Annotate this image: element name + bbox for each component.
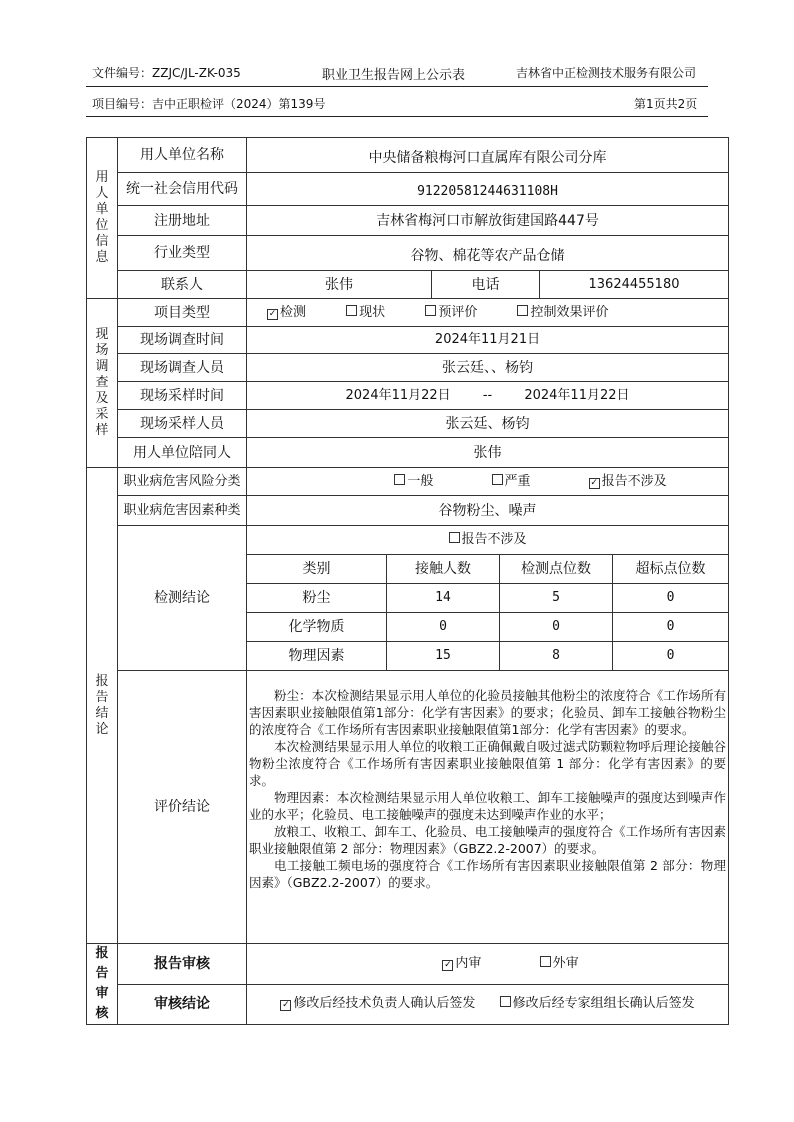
employer-name-label: 用人单位名称 [118, 138, 247, 173]
header-rule-top [86, 86, 708, 87]
phone-label: 电话 [432, 271, 540, 299]
eval-paragraph-physical: 物理因素：本次检测结果显示用人单位收粮工、卸车工接触噪声的强度达到噪声作业的水平；化验员、电工接触噪声的强度未达到噪声作业的水平； [249, 790, 727, 822]
physical-contact: 15 [386, 642, 499, 671]
checkbox-icon [492, 474, 503, 485]
detection-table-cell [247, 555, 729, 671]
table-row [247, 584, 728, 613]
checked-icon: ✓ [268, 308, 277, 319]
checkbox-icon [540, 956, 551, 967]
address: 吉林省梅河口市解放街建国路447号 [247, 206, 729, 236]
review-section-label: 报 告 审 核 [87, 944, 118, 1025]
risk-options [247, 468, 729, 496]
samplers: 张云廷、杨钧 [247, 410, 729, 438]
industry-label: 行业类型 [118, 236, 247, 271]
review-result-options [247, 984, 729, 1025]
contact-label: 联系人 [118, 271, 247, 299]
review-result-label: 审核结论 [118, 984, 247, 1025]
checkbox-icon [425, 305, 436, 316]
checkbox-icon [517, 305, 528, 316]
sampling-time-label: 现场采样时间 [118, 382, 247, 410]
sampling-separator: -- [482, 387, 493, 403]
survey-section-label: 现 场 调 查 及 采 样 [87, 299, 118, 468]
dust-points: 5 [500, 584, 613, 613]
detection-not-involved-checkbox[interactable]: 报告不涉及 [449, 532, 527, 548]
review-external-checkbox[interactable]: 外审 [540, 956, 579, 972]
checked-icon: ✓ [444, 959, 452, 970]
credit-code: 91220581244631108H [247, 173, 729, 206]
physical-points: 8 [500, 642, 613, 671]
review-label: 报告审核 [118, 944, 247, 985]
surveyors: 张云廷、、杨钧 [247, 354, 729, 382]
eval-paragraph-respirator: 本次检测结果显示用人单位的收粮工正确佩戴自吸过滤式防颗粒物呼后理论接触谷物粉尘浓度符合《工作场所有害因素职业接触限值第 1 部分：化学有害因素》的要求。 [249, 739, 727, 788]
chemical-exceed: 0 [613, 613, 728, 642]
document-title: 职业卫生报告网上公示表 [322, 68, 466, 83]
risk-general-checkbox[interactable]: 一般 [394, 474, 433, 490]
review-internal-checkbox[interactable]: ✓ 内审 [444, 955, 482, 971]
sampling-end: 2024年11月22日 [524, 387, 630, 403]
industry: 谷物、棉花等农产品仓储 [247, 236, 729, 271]
project-number: 项目编号：吉中正职检评（2024）第139号 [92, 97, 326, 111]
hazard-factors: 谷物粉尘、噪声 [247, 496, 729, 526]
sampling-start: 2024年11月22日 [345, 387, 451, 403]
checked-icon: ✓ [282, 1000, 290, 1011]
physical-exceed: 0 [613, 642, 728, 671]
checked-icon: ✓ [590, 477, 598, 488]
table-header-row [247, 555, 728, 584]
phone: 13624455180 [540, 271, 729, 299]
report-form [86, 137, 729, 1025]
detection-conclusion-label: 检测结论 [118, 526, 247, 671]
chemical-points: 0 [500, 613, 613, 642]
eval-paragraph-dust: 粉尘：本次检测结果显示用人单位的化验员接触其他粉尘的浓度符合《工作场所有害因素职业接触限值第1部分：化学有害因素》的要求；化验员、卸车工接触谷物粉尘的浓度符合《工作场所有害因素职业接触限值第1部分：化学有害因素》的要求。 [249, 688, 727, 737]
project-type-pre-evaluation-checkbox[interactable]: 预评价 [425, 305, 477, 321]
detection-table [247, 555, 728, 670]
review-result-expert-lead-checkbox[interactable]: 修改后经专家组组长确认后签发 [500, 996, 695, 1012]
risk-not-involved-checkbox[interactable]: ✓ 报告不涉及 [590, 473, 667, 489]
header-point-count: 检测点位数 [500, 555, 613, 584]
eval-paragraph-electric-field: 电工接触工频电场的强度符合《工作场所有害因素职业接触限值第 2 部分：物理因素》（GBZ2.2-2007）的要求。 [249, 858, 727, 890]
header-contact-count: 接触人数 [386, 555, 499, 584]
credit-code-label: 统一社会信用代码 [118, 173, 247, 206]
escort: 张伟 [247, 438, 729, 468]
project-type-inspection-checkbox[interactable]: ✓ 检测 [268, 304, 307, 320]
project-type-status-checkbox[interactable]: 现状 [346, 305, 385, 321]
review-result-tech-lead-checkbox[interactable]: ✓ 修改后经技术负责人确认后签发 [282, 996, 476, 1012]
checkbox-icon [449, 532, 460, 543]
checkbox-icon [394, 474, 405, 485]
risk-classification-label: 职业病危害风险分类 [118, 468, 247, 496]
survey-time-label: 现场调查时间 [118, 327, 247, 354]
address-label: 注册地址 [118, 206, 247, 236]
project-type-control-effect-checkbox[interactable]: 控制效果评价 [517, 305, 608, 321]
checkbox-icon [346, 305, 357, 316]
risk-serious-checkbox[interactable]: 严重 [492, 474, 531, 490]
category-cell: 粉尘 [247, 584, 386, 613]
survey-time: 2024年11月21日 [247, 327, 729, 354]
category-cell: 化学物质 [247, 613, 386, 642]
table-row [247, 613, 728, 642]
hazard-factor-label: 职业病危害因素种类 [118, 496, 247, 526]
samplers-label: 现场采样人员 [118, 410, 247, 438]
checkbox-icon [500, 996, 511, 1007]
employer-name: 中央储备粮梅河口直属库有限公司分库 [247, 138, 729, 173]
project-type-options [247, 299, 729, 327]
file-number: 文件编号：ZZJC/JL-ZK-035 [92, 66, 241, 80]
surveyors-label: 现场调查人员 [118, 354, 247, 382]
header-exceed-count: 超标点位数 [613, 555, 728, 584]
table-row [247, 642, 728, 671]
eval-paragraph-noise: 放粮工、收粮工、卸车工、化验员、电工接触噪声的强度符合《工作场所有害因素职业接触限值第 2 部分：物理因素》（GBZ2.2-2007）的要求。 [249, 824, 727, 856]
review-options [247, 944, 729, 985]
evaluation-conclusion-text [247, 671, 729, 944]
chemical-contact: 0 [386, 613, 499, 642]
header-category: 类别 [247, 555, 386, 584]
contact: 张伟 [247, 271, 432, 299]
sampling-time [247, 382, 729, 410]
employer-section-label: 用 人 单 位 信 息 [87, 138, 118, 299]
escort-label: 用人单位陪同人 [118, 438, 247, 468]
detection-not-involved [247, 526, 729, 555]
organization-name: 吉林省中正检测技术服务有限公司 [516, 66, 697, 80]
conclusion-section-label: 报 告 结 论 [87, 468, 118, 944]
project-type-label: 项目类型 [118, 299, 247, 327]
category-cell: 物理因素 [247, 642, 386, 671]
evaluation-conclusion-label: 评价结论 [118, 671, 247, 944]
dust-exceed: 0 [613, 584, 728, 613]
header-rule-bottom [86, 116, 708, 117]
dust-contact: 14 [386, 584, 499, 613]
page-number: 第1页共2页 [634, 97, 698, 111]
